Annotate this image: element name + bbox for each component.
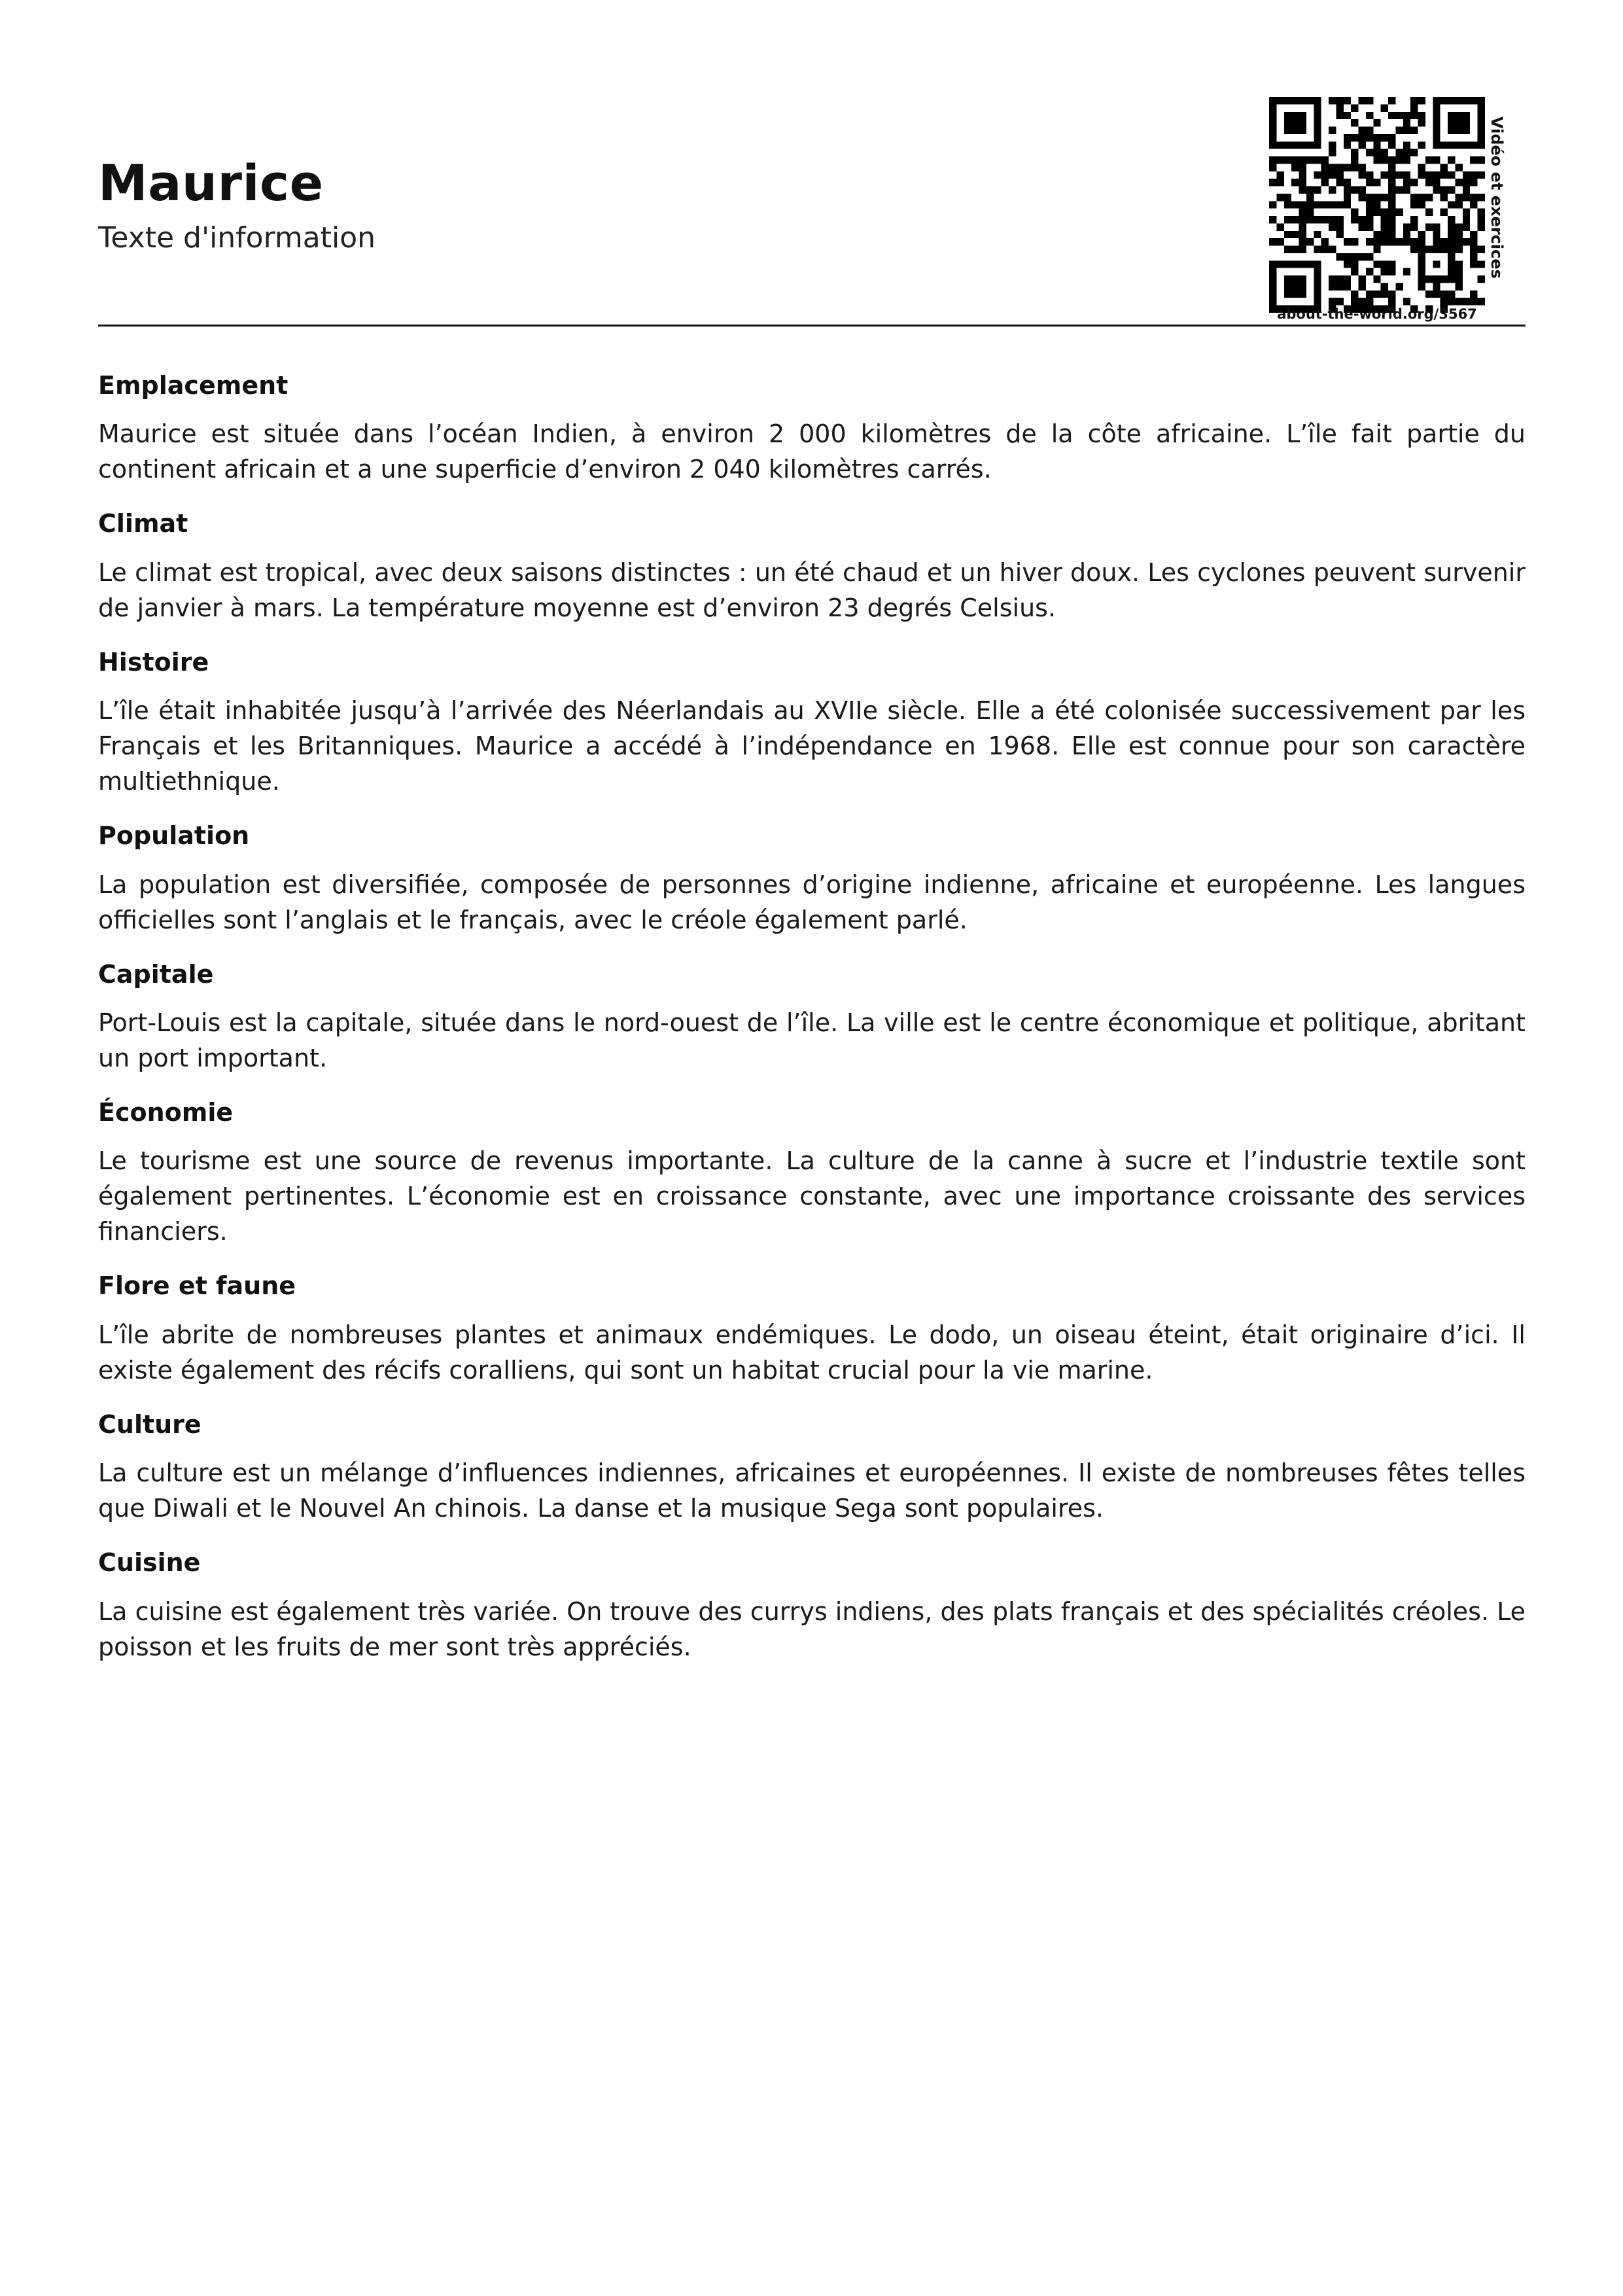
- page-subtitle: Texte d'information: [98, 221, 376, 255]
- section-heading: Climat: [98, 509, 188, 539]
- section: [98, 1409, 1526, 1526]
- section-heading: Culture: [98, 1409, 201, 1439]
- section: [98, 820, 1526, 937]
- section-text: La population est diversifiée, composée de personnes d’origine indienne, africaine et européenne. Les langues officielles sont l’anglais et le français, avec le créole également parlé.: [98, 870, 1526, 934]
- section-heading: Emplacement: [98, 371, 288, 400]
- section-text: L’île abrite de nombreuses plantes et animaux endémiques. Le dodo, un oiseau éteint, était originaire d’ici. Il existe également des récifs coralliens, qui sont un habitat crucial pour la vie marine.: [98, 1320, 1526, 1385]
- qr-code-block[interactable]: [1269, 97, 1526, 326]
- section: [98, 1097, 1526, 1249]
- section-heading: Cuisine: [98, 1548, 201, 1578]
- section-heading: Histoire: [98, 647, 209, 677]
- section: [98, 370, 1526, 487]
- qr-side-label: Vidéo et exercices: [1488, 116, 1506, 279]
- document-body: [98, 370, 1526, 1686]
- section-text: Le tourisme est une source de revenus importante. La culture de la canne à sucre et l’industrie textile sont également pertinentes. L’économie est en croissance constante, avec une importance croissante des services financiers.: [98, 1146, 1526, 1246]
- qr-code-icon[interactable]: [1269, 97, 1485, 313]
- section-heading: Économie: [98, 1097, 234, 1127]
- section-text: Port-Louis est la capitale, située dans le nord-ouest de l’île. La ville est le centre économique et politique, abritant un port important.: [98, 1008, 1526, 1072]
- section-text: La cuisine est également très variée. On trouve des currys indiens, des plats français et des spécialités créoles. Le poisson et les fruits de mer sont très appréciés.: [98, 1597, 1526, 1661]
- page-title: Maurice: [98, 154, 324, 212]
- section-heading: Capitale: [98, 959, 214, 989]
- section-heading: Flore et faune: [98, 1271, 296, 1301]
- section: [98, 508, 1526, 625]
- section: [98, 1547, 1526, 1664]
- section: [98, 646, 1526, 799]
- section: [98, 1270, 1526, 1387]
- header-divider: [98, 325, 1526, 327]
- section: [98, 959, 1526, 1076]
- qr-url-label[interactable]: about-the-world.org/3567: [1277, 306, 1477, 322]
- section-text: Le climat est tropical, avec deux saisons distinctes : un été chaud et un hiver doux. Les cyclones peuvent survenir de janvier à mars. La température moyenne est d’environ 23 degrés Celsius.: [98, 557, 1526, 622]
- section-text: Maurice est située dans l’océan Indien, à environ 2 000 kilomètres de la côte africaine. L’île fait partie du continent africain et a une superficie d’environ 2 040 kilomètres carrés.: [98, 419, 1526, 484]
- section-heading: Population: [98, 821, 250, 851]
- section-text: L’île était inhabitée jusqu’à l’arrivée des Néerlandais au XVIIe siècle. Elle a été colonisée successivement par les Français et les Britanniques. Maurice a accédé à l’indépendance en 1968. Elle est connue pour son caractère multiethnique.: [98, 696, 1526, 796]
- section-text: La culture est un mélange d’influences indiennes, africaines et européennes. Il existe de nombreuses fêtes telles que Diwali et le Nouvel An chinois. La danse et la musique Sega sont populaires.: [98, 1458, 1526, 1523]
